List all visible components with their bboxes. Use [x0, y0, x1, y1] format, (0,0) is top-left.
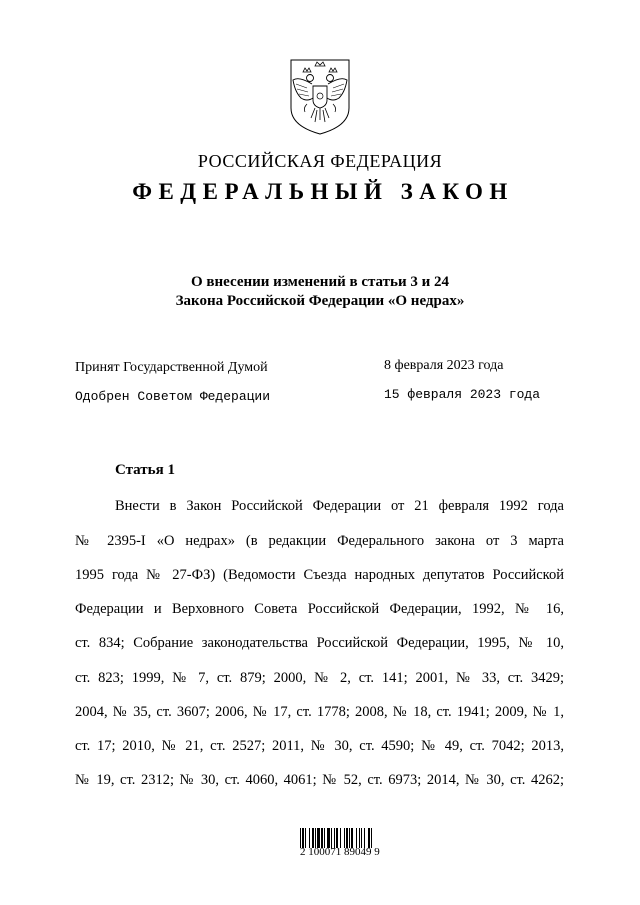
article-text-line: 2004, № 35, ст. 3607; 2006, № 17, ст. 1778; 2008, № 18, ст. 1941; 2009, № 1, — [75, 704, 564, 720]
article-text-line: № 2395-I «О недрах» (в редакции Федерального закона от 3 марта — [75, 533, 564, 549]
barcode-bar — [309, 828, 310, 848]
duma-adoption-date: 8 февраля 2023 года — [384, 358, 504, 373]
barcode-bar — [371, 828, 372, 848]
subject-line: Закона Российской Федерации «О недрах» — [175, 293, 465, 309]
barcode-bar — [351, 828, 353, 848]
barcode-number: 2 100071 89049 9 — [300, 846, 380, 858]
council-approval-date: 15 февраля 2023 года — [384, 387, 541, 402]
barcode-bar — [361, 828, 362, 848]
barcode-bar — [344, 828, 345, 848]
article-text-line: ст. 17; 2010, № 21, ст. 2527; 2011, № 30, ст. 4590; № 49, ст. 7042; 2013, — [75, 738, 564, 754]
council-approval-label: Одобрен Советом Федерации — [75, 389, 271, 404]
barcode-bar — [305, 828, 306, 848]
barcode-bar — [321, 828, 323, 848]
barcode-bar — [340, 828, 341, 848]
barcode-bar — [317, 828, 320, 848]
article-text-line: 1995 года № 27-ФЗ) (Ведомости Съезда народных депутатов Российской — [75, 567, 564, 583]
article-text-line: № 19, ст. 2312; № 30, ст. 4060, 4061; № 52, ст. 6973; 2014, № 30, ст. 4262; — [75, 772, 564, 788]
barcode-bar — [315, 828, 316, 848]
barcode-bar — [312, 828, 314, 848]
barcode-bar — [327, 828, 330, 848]
duma-adoption-label: Принят Государственной Думой — [75, 360, 268, 375]
barcode-bar — [334, 828, 335, 848]
article-text-line: ст. 823; 1999, № 7, ст. 879; 2000, № 2, ст. 141; 2001, № 33, ст. 3429; — [75, 670, 564, 686]
barcode-bar — [302, 828, 304, 848]
article-text-line: ст. 834; Собрание законодательства Российской Федерации, 1995, № 10, — [75, 635, 564, 651]
article-text-line: Внести в Закон Российской Федерации от 21 февраля 1992 года — [115, 498, 564, 514]
barcode-bar — [300, 828, 301, 848]
barcode-bar — [364, 828, 365, 848]
barcode-bar — [324, 828, 325, 848]
article-text-line: Федерации и Верховного Совета Российской Федерации, 1992, № 16, — [75, 601, 564, 617]
barcode-bar — [336, 828, 338, 848]
article-heading: Статья 1 — [115, 462, 175, 478]
country-title: РОССИЙСКАЯ ФЕДЕРАЦИЯ — [197, 151, 443, 171]
barcode-bar — [331, 828, 332, 848]
barcode-bar — [356, 828, 357, 848]
barcode — [300, 828, 392, 848]
document-type-title: ФЕДЕРАЛЬНЫЙ ЗАКОН — [132, 179, 514, 204]
russian-coat-of-arms-icon — [287, 58, 353, 136]
barcode-bar — [349, 828, 350, 848]
law-subject — [0, 273, 640, 311]
barcode-bar — [368, 828, 370, 848]
barcode-bar — [359, 828, 360, 848]
barcode-bar — [346, 828, 348, 848]
subject-line: О внесении изменений в статьи 3 и 24 — [191, 274, 449, 290]
